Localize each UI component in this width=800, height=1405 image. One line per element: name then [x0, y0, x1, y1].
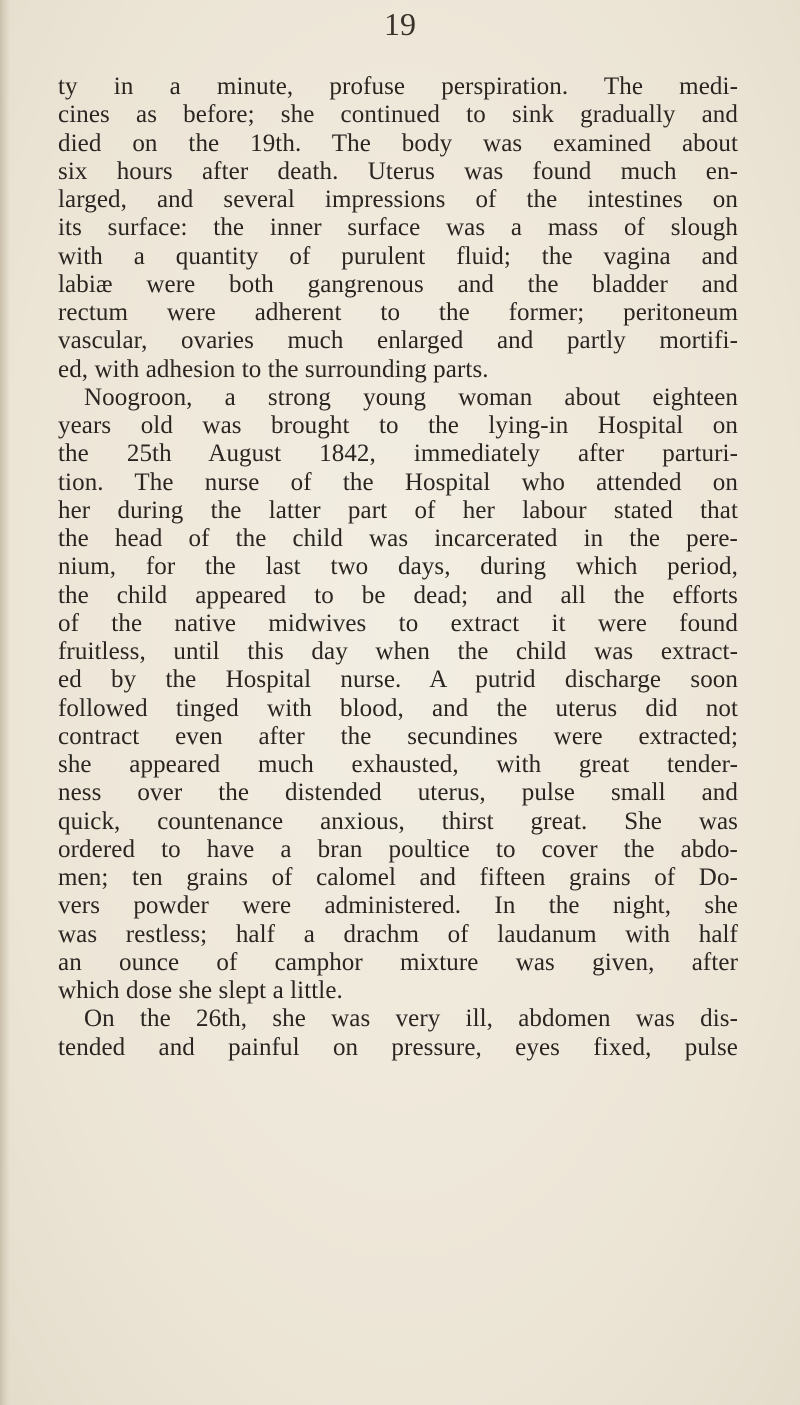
page-number: 19 — [384, 6, 416, 42]
text-line: tended and painful on pressure, eyes fixed, pulse — [58, 1033, 738, 1061]
text-line: the 25th August 1842, immediately after parturi- — [58, 440, 738, 468]
text-line: larged, and several impressions of the intestines on — [58, 186, 738, 213]
text-line: ed, with adhesion to the surrounding parts. — [58, 355, 489, 383]
text-line: tion. The nurse of the Hospital who attended on — [58, 468, 738, 496]
text-line: years old was brought to the lying-in Hospital on — [58, 412, 738, 439]
paragraph-start-line: On the 26th, she was very ill, abdomen was dis- — [84, 1005, 738, 1033]
text-line: fruitless, until this day when the child was extract- — [58, 638, 738, 665]
text-line: vers powder were administered. In the night, she — [58, 892, 738, 920]
text-line: cines as before; she continued to sink gradually and — [58, 101, 738, 129]
text-line: quick, countenance anxious, thirst great. She was — [58, 807, 738, 835]
text-line: with a quantity of purulent fluid; the vagina and — [58, 242, 738, 270]
text-line: ness over the distended uterus, pulse small and — [58, 779, 738, 807]
body-text — [58, 73, 738, 1062]
text-line: an ounce of camphor mixture was given, after — [58, 948, 738, 976]
text-line: she appeared much exhausted, with great tender- — [58, 751, 738, 778]
text-line: ed by the Hospital nurse. A putrid discharge soon — [58, 666, 738, 694]
text-line: which dose she slept a little. — [58, 977, 343, 1004]
text-line: ordered to have a bran poultice to cover the abdo- — [58, 835, 738, 863]
text-line: its surface: the inner surface was a mass of slough — [58, 214, 738, 242]
text-line: rectum were adherent to the former; peritoneum — [58, 299, 738, 326]
text-line: was restless; half a drachm of laudanum with half — [58, 920, 738, 948]
text-line: followed tinged with blood, and the uterus did not — [58, 694, 738, 722]
text-line: nium, for the last two days, during which period, — [58, 553, 738, 581]
text-line: her during the latter part of her labour stated that — [58, 496, 738, 524]
text-line: the head of the child was incarcerated in the pere- — [58, 525, 738, 552]
text-line: contract even after the secundines were extracted; — [58, 722, 738, 750]
paragraph-start-line: Noogroon, a strong young woman about eighteen — [84, 383, 738, 411]
text-line: ty in a minute, profuse perspiration. The medi- — [58, 73, 738, 100]
page-edge-shadow — [0, 0, 10, 1405]
text-line: vascular, ovaries much enlarged and partly mortifi- — [58, 327, 738, 355]
text-line: men; ten grains of calomel and fifteen grains of Do- — [58, 864, 738, 891]
text-line: the child appeared to be dead; and all the efforts — [58, 581, 738, 609]
text-line: of the native midwives to extract it were found — [58, 609, 738, 637]
text-line: died on the 19th. The body was examined about — [58, 129, 738, 157]
text-line: labiæ were both gangrenous and the bladder and — [58, 270, 738, 298]
text-line: six hours after death. Uterus was found much en- — [58, 157, 738, 185]
